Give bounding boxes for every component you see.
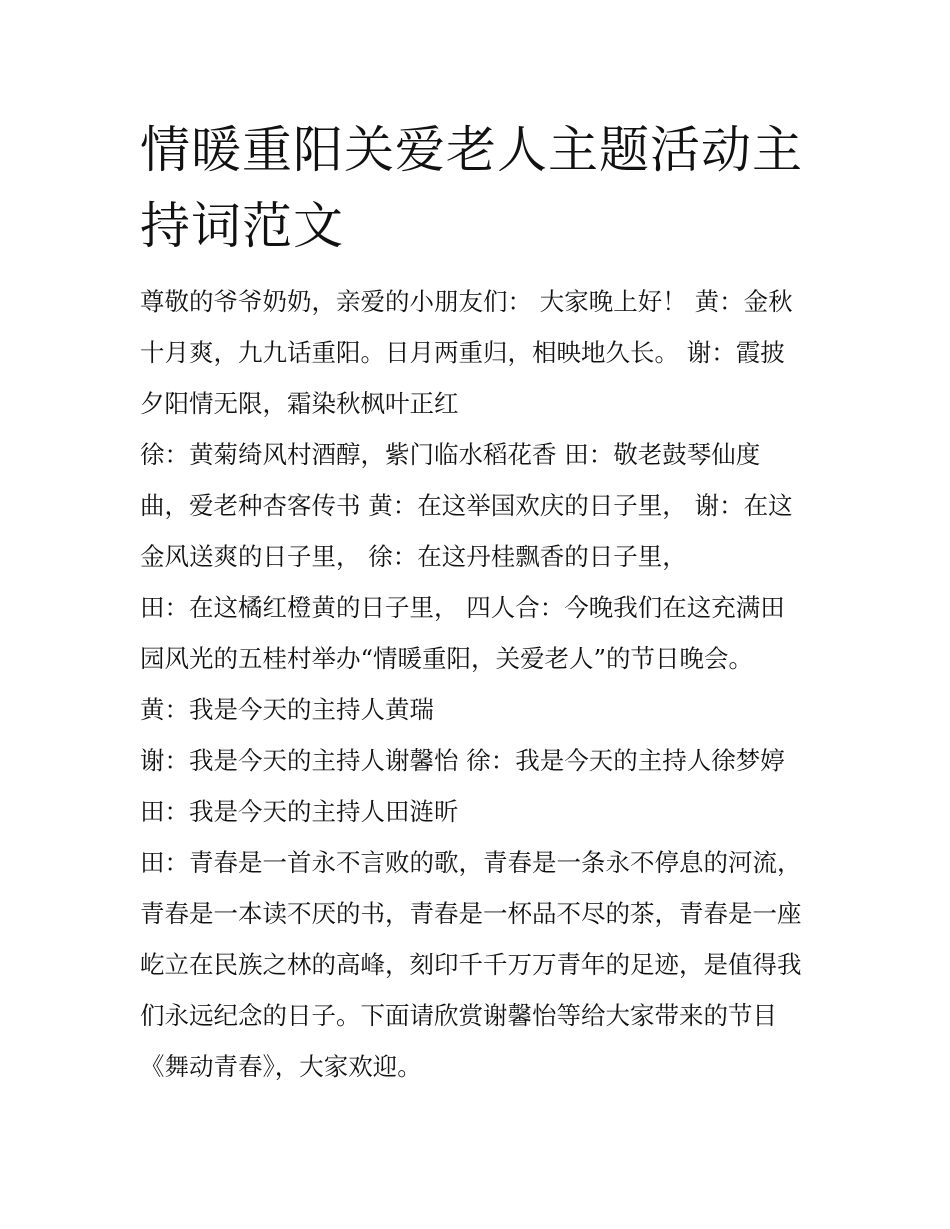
body-line: 夕阳情无限，霜染秋枫叶正红 <box>140 389 459 418</box>
body-line: 田：我是今天的主持人田涟昕 <box>140 797 459 826</box>
body-line: 金风送爽的日子里， 徐：在这丹桂飘香的日子里， <box>140 542 687 571</box>
body-line: 《舞动青春》，大家欢迎。 <box>140 1052 422 1081</box>
document-title: 情暖重阳关爱老人主题活动主持词范文 <box>140 121 803 255</box>
body-line: 屹立在民族之林的高峰，刻印千千万万青年的足迹，是值得我 <box>140 950 802 979</box>
body-line: 田：青春是一首永不言败的歌，青春是一条永不停息的河流， <box>140 848 802 877</box>
body-line: 们永远纪念的日子。下面请欣赏谢馨怡等给大家带来的节目 <box>140 1001 777 1030</box>
body-line: 徐：黄菊绮风村酒醇，紫门临水稻花香 田：敬老鼓琴仙度 <box>140 440 761 469</box>
body-line: 青春是一本读不厌的书，青春是一杯品不尽的茶，青春是一座 <box>140 899 802 928</box>
body-line: 尊敬的爷爷奶奶，亲爱的小朋友们： 大家晚上好！ 黄：金秋 <box>140 287 793 316</box>
body-line: 黄：我是今天的主持人黄瑞 <box>140 695 434 724</box>
body-line: 园风光的五桂村举办“情暖重阳，关爱老人”的节日晚会。 <box>140 644 754 673</box>
body-line: 曲，爱老种杏客传书 黄：在这举国欢庆的日子里， 谢：在这 <box>140 491 793 520</box>
body-line: 谢：我是今天的主持人谢馨怡 徐：我是今天的主持人徐梦婷 <box>140 746 785 775</box>
document-body <box>140 276 830 1092</box>
body-line: 田：在这橘红橙黄的日子里， 四人合：今晚我们在这充满田 <box>140 593 785 622</box>
body-line: 十月爽，九九话重阳。日月两重归，相映地久长。 谢：霞披 <box>140 338 785 367</box>
